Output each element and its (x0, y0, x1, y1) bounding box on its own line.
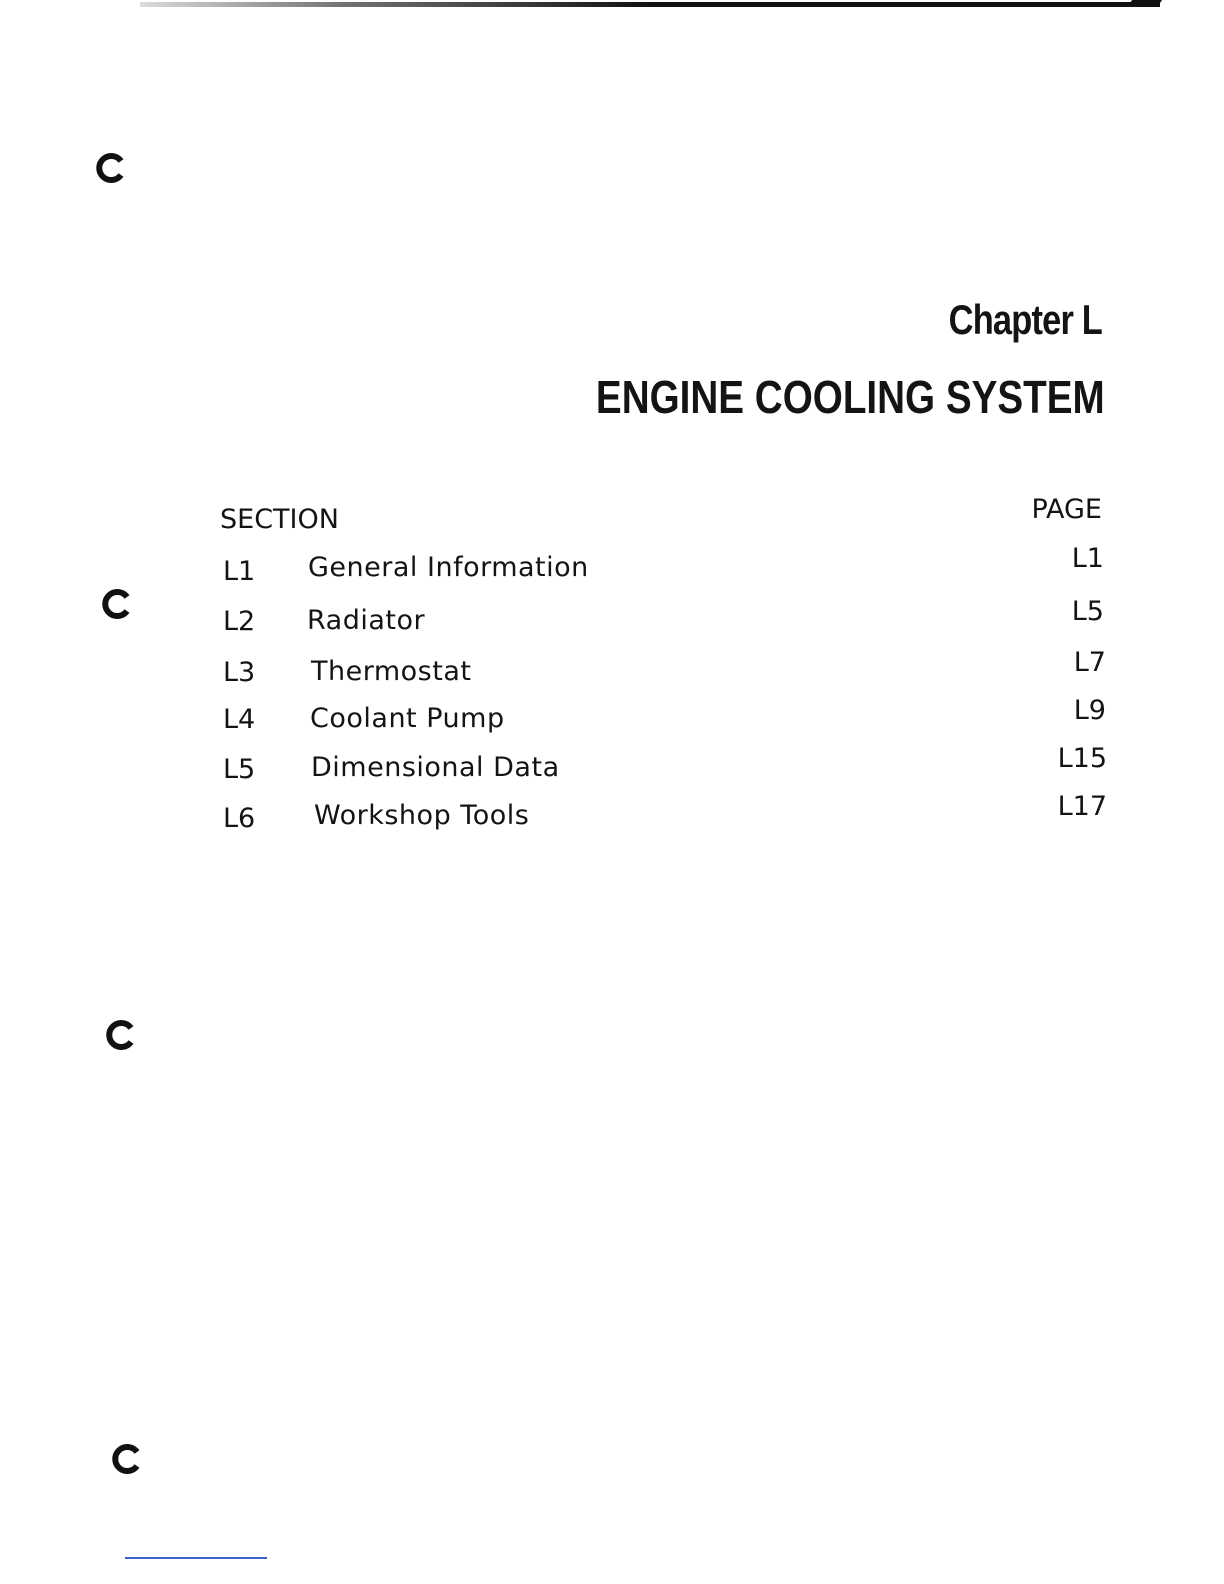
chapter-label: Chapter L (948, 296, 1102, 343)
section-title: Workshop Tools (314, 800, 530, 831)
binder-hole-mark-icon (104, 1019, 136, 1051)
binder-hole-mark-icon (94, 152, 126, 184)
contents-row (0, 695, 1224, 743)
contents-row (0, 743, 1224, 792)
section-code: L1 (223, 556, 256, 587)
section-page: L15 (1057, 743, 1107, 774)
contents-row (0, 791, 1224, 840)
top-rule-end (1128, 0, 1162, 6)
binder-hole-mark-icon (110, 1443, 142, 1475)
chapter-title: ENGINE COOLING SYSTEM (596, 371, 1105, 423)
section-title: General Information (308, 552, 589, 583)
bottom-underline-mark (125, 1557, 267, 1559)
section-page: L17 (1057, 791, 1107, 822)
section-code: L4 (223, 704, 256, 735)
section-title: Radiator (307, 605, 426, 636)
section-page: L7 (1073, 647, 1106, 678)
section-column-heading: SECTION (220, 504, 339, 535)
contents-row (0, 647, 1224, 695)
top-rule (140, 2, 1160, 7)
section-title: Coolant Pump (310, 703, 505, 734)
section-page: L5 (1071, 596, 1104, 627)
section-code: L2 (223, 606, 256, 637)
section-code: L3 (223, 657, 256, 688)
section-title: Thermostat (311, 656, 472, 687)
section-title: Dimensional Data (311, 752, 560, 783)
section-code: L5 (223, 754, 256, 785)
section-code: L6 (223, 803, 256, 834)
section-page: L9 (1073, 695, 1106, 726)
page-column-heading: PAGE (1031, 494, 1102, 525)
section-page: L1 (1071, 543, 1104, 574)
contents-row (0, 596, 1224, 644)
contents-row (0, 543, 1224, 592)
